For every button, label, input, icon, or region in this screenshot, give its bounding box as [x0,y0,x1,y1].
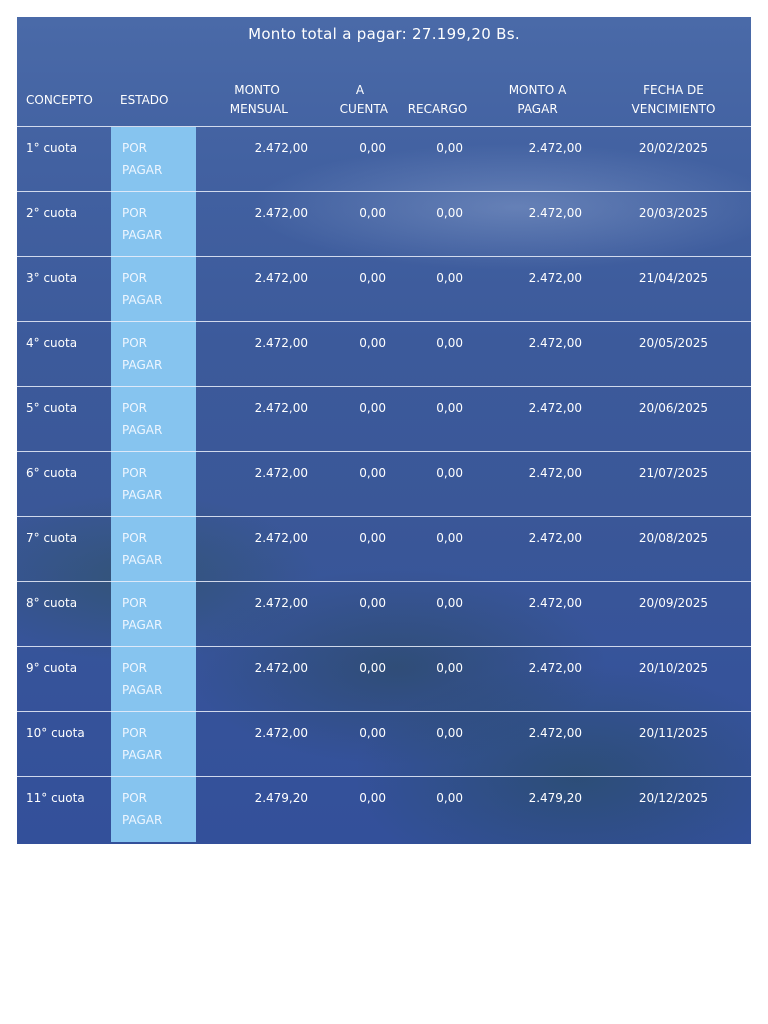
header-monto-pagar: MONTO A PAGAR [508,83,567,116]
cell-recargo: 0,00 [396,127,479,192]
cell-fecha-vencimiento: 20/08/2025 [596,517,751,582]
table-row [17,322,751,387]
cell-a-cuenta: 0,00 [326,257,396,322]
installments-table [17,74,751,842]
cell-monto-pagar: 2.479,20 [479,777,596,842]
cell-recargo: 0,00 [396,322,479,387]
cell-monto-mensual: 2.479,20 [196,777,326,842]
cell-fecha-vencimiento: 20/06/2025 [596,387,751,452]
cell-concepto: 5° cuota [17,387,111,452]
cell-a-cuenta: 0,00 [326,777,396,842]
cell-concepto: 4° cuota [17,322,111,387]
cell-monto-mensual: 2.472,00 [196,647,326,712]
cell-a-cuenta: 0,00 [326,517,396,582]
cell-estado [111,777,196,842]
table-row [17,192,751,257]
header-recargo: RECARGO [407,102,468,116]
cell-recargo: 0,00 [396,777,479,842]
table-row [17,387,751,452]
cell-concepto: 8° cuota [17,582,111,647]
cell-recargo: 0,00 [396,387,479,452]
cell-concepto: 11° cuota [17,777,111,842]
cell-concepto: 10° cuota [17,712,111,777]
table-row [17,582,751,647]
cell-concepto: 7° cuota [17,517,111,582]
cell-monto-mensual: 2.472,00 [196,127,326,192]
cell-monto-mensual: 2.472,00 [196,322,326,387]
estado-line-1: POR [122,401,148,415]
cell-a-cuenta: 0,00 [326,647,396,712]
cell-estado [111,322,196,387]
estado-line-1: POR [122,466,148,480]
estado-line-1: POR [122,596,148,610]
cell-monto-pagar: 2.472,00 [479,387,596,452]
cell-monto-pagar: 2.472,00 [479,257,596,322]
estado-line-1: POR [122,531,148,545]
estado-line-2: PAGAR [122,618,163,632]
table-row [17,777,751,842]
estado-line-1: POR [122,791,148,805]
table-row [17,127,751,192]
cell-recargo: 0,00 [396,647,479,712]
cell-fecha-vencimiento: 20/02/2025 [596,127,751,192]
payment-schedule-panel [17,17,751,844]
estado-line-2: PAGAR [122,683,163,697]
cell-monto-mensual: 2.472,00 [196,257,326,322]
cell-monto-pagar: 2.472,00 [479,322,596,387]
cell-estado [111,192,196,257]
cell-fecha-vencimiento: 20/10/2025 [596,647,751,712]
cell-a-cuenta: 0,00 [326,387,396,452]
estado-line-2: PAGAR [122,358,163,372]
estado-line-2: PAGAR [122,553,163,567]
table-body [17,127,751,842]
cell-monto-mensual: 2.472,00 [196,517,326,582]
header-estado: ESTADO [120,92,169,107]
cell-recargo: 0,00 [396,452,479,517]
cell-monto-mensual: 2.472,00 [196,387,326,452]
cell-monto-pagar: 2.472,00 [479,582,596,647]
cell-monto-pagar: 2.472,00 [479,647,596,712]
cell-recargo: 0,00 [396,257,479,322]
estado-line-1: POR [122,271,148,285]
table-row [17,712,751,777]
cell-recargo: 0,00 [396,582,479,647]
cell-monto-pagar: 2.472,00 [479,192,596,257]
header-monto-mensual: MONTO MENSUAL [229,83,288,116]
cell-a-cuenta: 0,00 [326,712,396,777]
cell-concepto: 9° cuota [17,647,111,712]
cell-fecha-vencimiento: 20/09/2025 [596,582,751,647]
cell-monto-pagar: 2.472,00 [479,127,596,192]
header-concepto: CONCEPTO [26,92,93,107]
cell-monto-mensual: 2.472,00 [196,192,326,257]
table-row [17,517,751,582]
cell-a-cuenta: 0,00 [326,192,396,257]
cell-monto-pagar: 2.472,00 [479,712,596,777]
cell-monto-pagar: 2.472,00 [479,452,596,517]
cell-monto-mensual: 2.472,00 [196,582,326,647]
total-amount-title: Monto total a pagar: 27.199,20 Bs. [248,25,520,43]
estado-line-1: POR [122,141,148,155]
cell-estado [111,452,196,517]
cell-estado [111,257,196,322]
table-header-row [17,74,751,127]
estado-line-2: PAGAR [122,748,163,762]
cell-fecha-vencimiento: 20/03/2025 [596,192,751,257]
cell-recargo: 0,00 [396,192,479,257]
estado-line-2: PAGAR [122,423,163,437]
cell-a-cuenta: 0,00 [326,452,396,517]
cell-estado [111,387,196,452]
header-a-cuenta: A CUENTA [339,83,388,116]
cell-monto-mensual: 2.472,00 [196,452,326,517]
cell-estado [111,127,196,192]
cell-a-cuenta: 0,00 [326,322,396,387]
cell-estado [111,712,196,777]
cell-fecha-vencimiento: 20/12/2025 [596,777,751,842]
cell-fecha-vencimiento: 20/11/2025 [596,712,751,777]
cell-a-cuenta: 0,00 [326,127,396,192]
cell-estado [111,582,196,647]
estado-line-2: PAGAR [122,488,163,502]
estado-line-2: PAGAR [122,163,163,177]
cell-recargo: 0,00 [396,517,479,582]
cell-monto-pagar: 2.472,00 [479,517,596,582]
cell-fecha-vencimiento: 20/05/2025 [596,322,751,387]
estado-line-2: PAGAR [122,228,163,242]
estado-line-1: POR [122,661,148,675]
table-row [17,257,751,322]
estado-line-1: POR [122,726,148,740]
header-fecha-vencimiento: FECHA DE VENCIMIENTO [631,83,716,116]
cell-estado [111,647,196,712]
cell-concepto: 1° cuota [17,127,111,192]
estado-line-1: POR [122,206,148,220]
cell-concepto: 2° cuota [17,192,111,257]
estado-line-1: POR [122,336,148,350]
cell-a-cuenta: 0,00 [326,582,396,647]
cell-recargo: 0,00 [396,712,479,777]
table-row [17,647,751,712]
cell-concepto: 6° cuota [17,452,111,517]
cell-fecha-vencimiento: 21/07/2025 [596,452,751,517]
cell-monto-mensual: 2.472,00 [196,712,326,777]
cell-estado [111,517,196,582]
estado-line-2: PAGAR [122,293,163,307]
estado-line-2: PAGAR [122,813,163,827]
cell-fecha-vencimiento: 21/04/2025 [596,257,751,322]
cell-concepto: 3° cuota [17,257,111,322]
table-row [17,452,751,517]
